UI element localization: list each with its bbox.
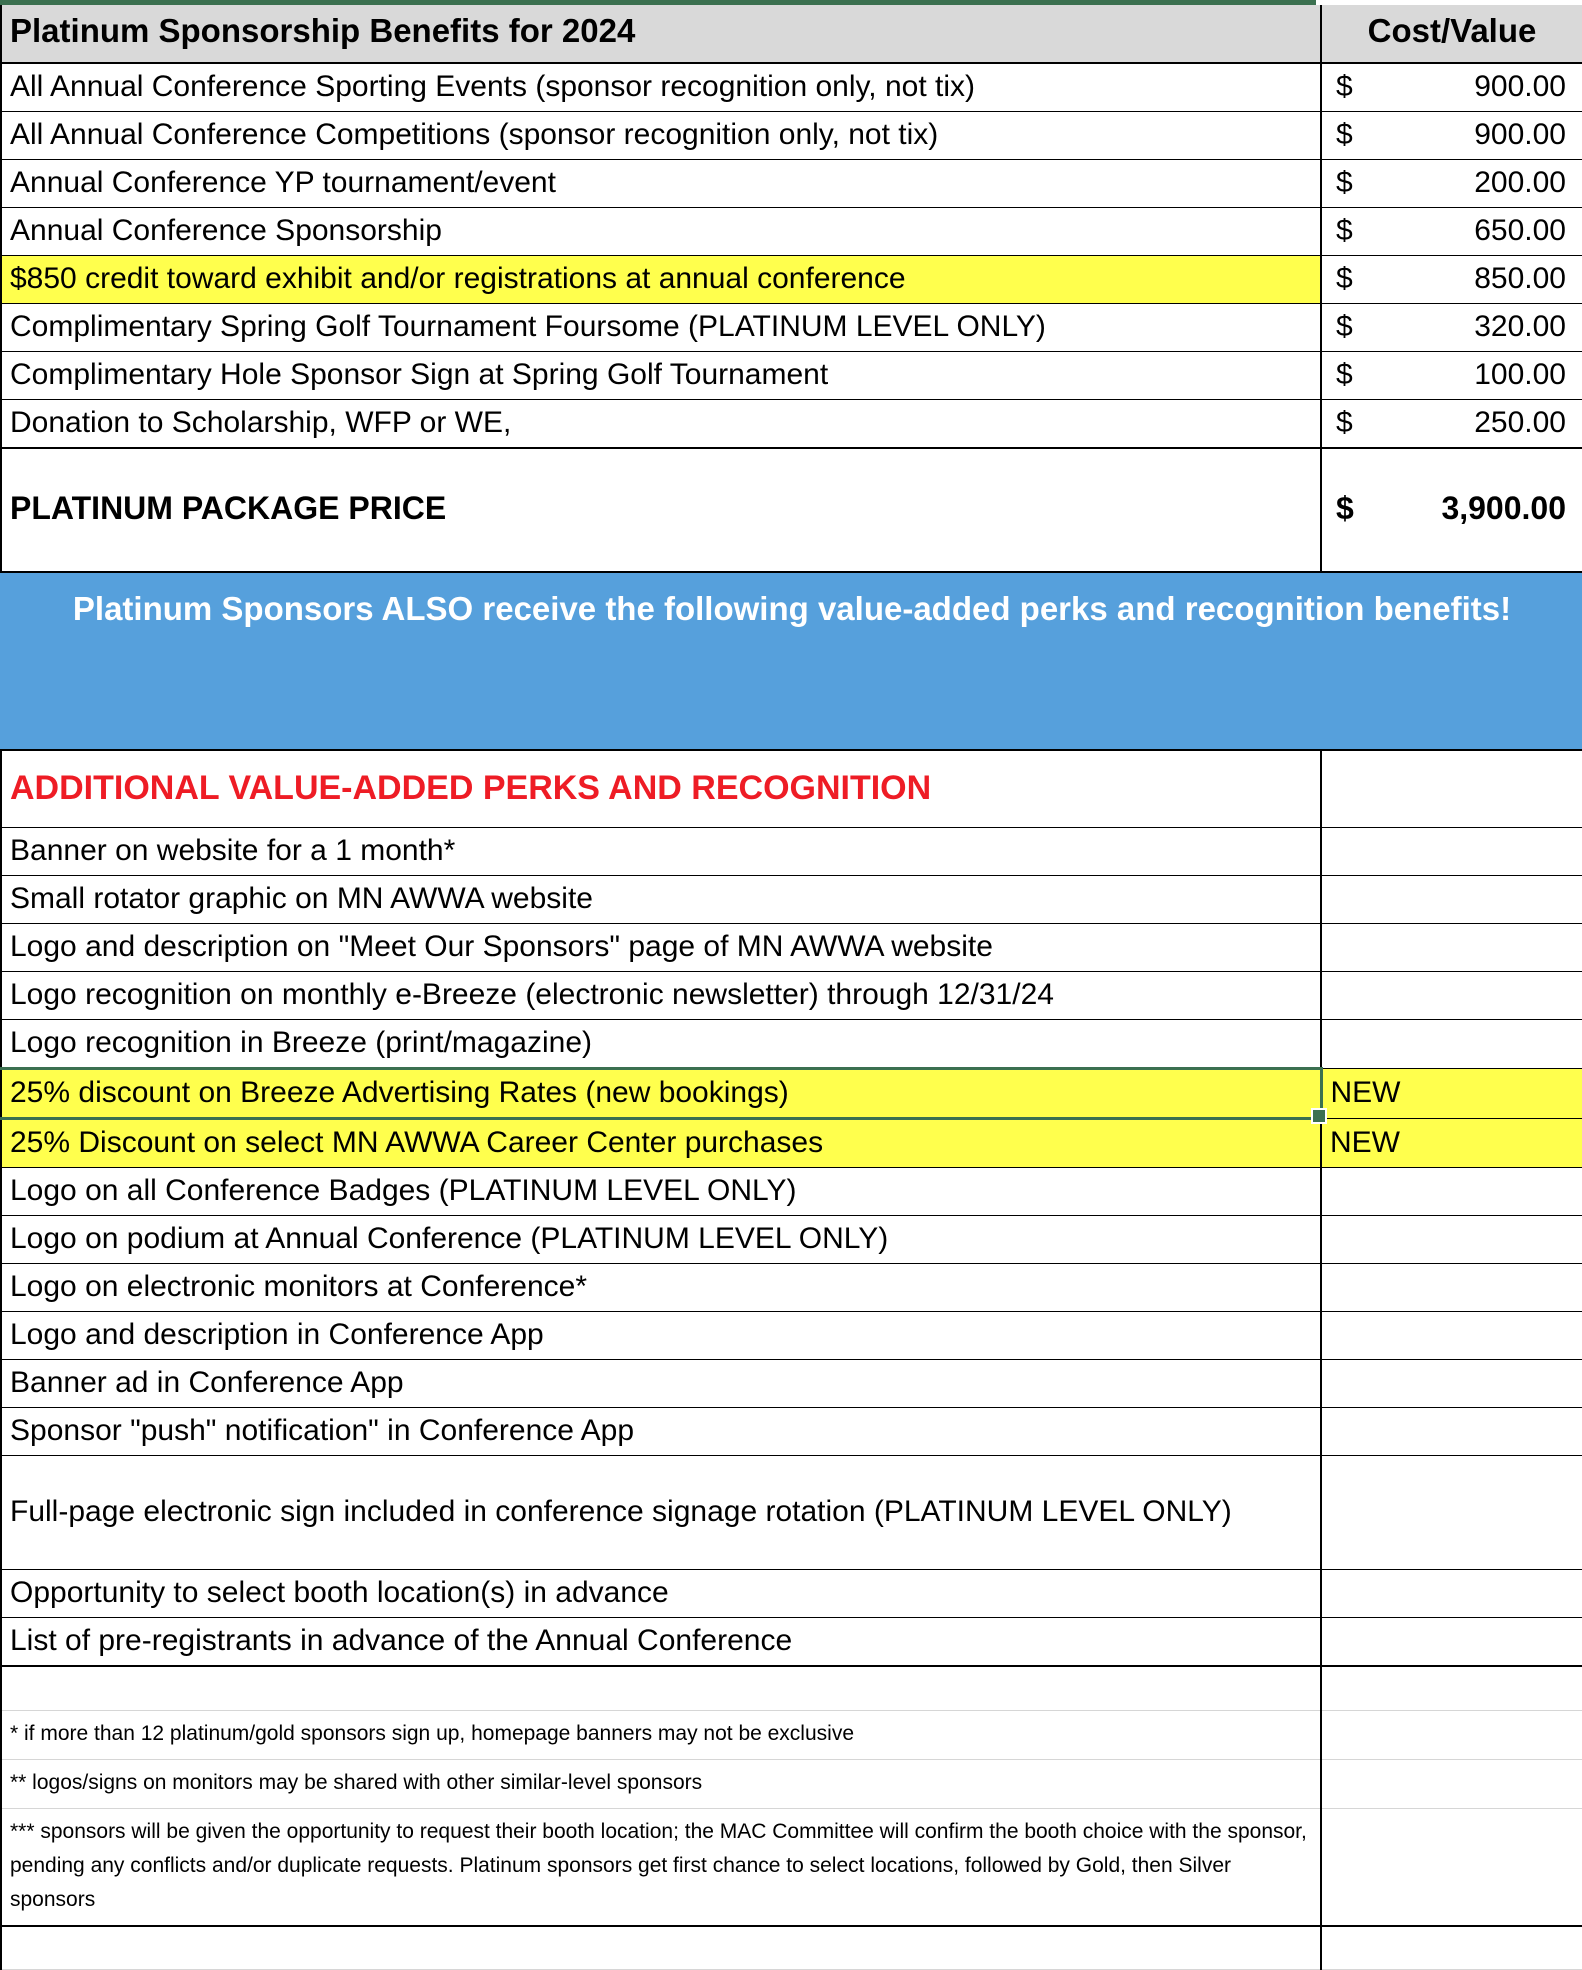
table-body bbox=[1, 5, 1582, 1970]
perk-label: Logo on all Conference Badges (PLATINUM LEVEL ONLY) bbox=[1, 1168, 1321, 1216]
table-row bbox=[1, 351, 1582, 399]
benefit-label: Donation to Scholarship, WFP or WE, bbox=[1, 399, 1321, 448]
benefit-cost bbox=[1321, 111, 1582, 159]
currency-symbol: $ bbox=[1336, 69, 1353, 103]
benefit-label: All Annual Conference Sporting Events (sponsor recognition only, not tix) bbox=[1, 63, 1321, 112]
perk-tag bbox=[1321, 1020, 1582, 1069]
table-row bbox=[1, 207, 1582, 255]
total-amount-value: 3,900.00 bbox=[1441, 490, 1566, 527]
table-row bbox=[1, 255, 1582, 303]
list-item bbox=[1, 1618, 1582, 1667]
list-item bbox=[1, 1069, 1582, 1119]
footnote-text: * if more than 12 platinum/gold sponsors sign up, homepage banners may not be exclusive bbox=[1, 1710, 1321, 1759]
perks-section-empty-cost bbox=[1321, 750, 1582, 828]
currency-symbol: $ bbox=[1336, 357, 1353, 391]
benefit-label: Complimentary Spring Golf Tournament Foursome (PLATINUM LEVEL ONLY) bbox=[1, 303, 1321, 351]
benefit-label-highlighted: $850 credit toward exhibit and/or registrations at annual conference bbox=[1, 255, 1321, 303]
perks-section-title: ADDITIONAL VALUE-ADDED PERKS AND RECOGNITION bbox=[1, 750, 1321, 828]
perk-label-highlighted: 25% Discount on select MN AWWA Career Center purchases bbox=[1, 1119, 1321, 1168]
spacer-cost-cell bbox=[1321, 1926, 1582, 1970]
perk-label: Banner on website for a 1 month* bbox=[1, 828, 1321, 876]
footnote-text: *** sponsors will be given the opportunity to request their booth location; the MAC Committee will confirm the booth choice with the sponsor, pending any conflicts and/or duplicate requests. Platinum sponsors get first chance to select locations, followed by Gold, then Silver sponsors bbox=[1, 1808, 1321, 1926]
perk-tag bbox=[1321, 1360, 1582, 1408]
perk-tag bbox=[1321, 1408, 1582, 1456]
spacer-cell bbox=[1, 1926, 1321, 1970]
amount-value: 320.00 bbox=[1474, 309, 1566, 343]
benefit-cost bbox=[1321, 303, 1582, 351]
list-item bbox=[1, 1264, 1582, 1312]
table-row bbox=[1, 159, 1582, 207]
perk-tag bbox=[1321, 1216, 1582, 1264]
perk-tag bbox=[1321, 876, 1582, 924]
table-header-row bbox=[1, 5, 1582, 63]
total-row bbox=[1, 448, 1582, 572]
spacer-row bbox=[1, 1926, 1582, 1970]
benefit-cost bbox=[1321, 255, 1582, 303]
footnote-row bbox=[1, 1710, 1582, 1759]
total-cost bbox=[1321, 448, 1582, 572]
list-item bbox=[1, 1570, 1582, 1618]
perk-tag bbox=[1321, 972, 1582, 1020]
benefit-cost bbox=[1321, 63, 1582, 112]
perk-label: Banner ad in Conference App bbox=[1, 1360, 1321, 1408]
perk-tag bbox=[1321, 924, 1582, 972]
value-added-banner-text: Platinum Sponsors ALSO receive the following value-added perks and recognition benefits! bbox=[1, 572, 1582, 750]
spacer-cell bbox=[1, 1666, 1321, 1710]
perk-tag bbox=[1321, 1456, 1582, 1570]
footnote-cost-cell bbox=[1321, 1808, 1582, 1926]
list-item bbox=[1, 828, 1582, 876]
spacer-row bbox=[1, 1666, 1582, 1710]
perk-tag bbox=[1321, 1264, 1582, 1312]
footnote-cost-cell bbox=[1321, 1710, 1582, 1759]
perk-label: Logo and description on "Meet Our Sponsors" page of MN AWWA website bbox=[1, 924, 1321, 972]
perk-tag bbox=[1321, 1570, 1582, 1618]
perk-tag bbox=[1321, 828, 1582, 876]
list-item bbox=[1, 972, 1582, 1020]
list-item bbox=[1, 1408, 1582, 1456]
list-item bbox=[1, 924, 1582, 972]
perk-tag-new: NEW bbox=[1321, 1119, 1582, 1168]
currency-symbol: $ bbox=[1336, 405, 1353, 439]
currency-symbol: $ bbox=[1336, 261, 1353, 295]
footnote-cost-cell bbox=[1321, 1759, 1582, 1808]
amount-value: 200.00 bbox=[1474, 165, 1566, 199]
perk-label-active-cell[interactable]: 25% discount on Breeze Advertising Rates (new bookings) bbox=[1, 1069, 1321, 1119]
currency-symbol: $ bbox=[1336, 117, 1353, 151]
currency-symbol: $ bbox=[1336, 213, 1353, 247]
amount-value: 650.00 bbox=[1474, 213, 1566, 247]
list-item bbox=[1, 1312, 1582, 1360]
benefits-table bbox=[0, 5, 1582, 1970]
perk-label: Logo recognition in Breeze (print/magazine) bbox=[1, 1020, 1321, 1069]
perk-label: Logo on electronic monitors at Conference* bbox=[1, 1264, 1321, 1312]
table-row bbox=[1, 399, 1582, 448]
list-item bbox=[1, 876, 1582, 924]
perk-tag bbox=[1321, 1618, 1582, 1667]
perk-label: List of pre-registrants in advance of the Annual Conference bbox=[1, 1618, 1321, 1667]
benefit-label: Annual Conference YP tournament/event bbox=[1, 159, 1321, 207]
benefit-label: Annual Conference Sponsorship bbox=[1, 207, 1321, 255]
benefit-cost bbox=[1321, 351, 1582, 399]
amount-value: 900.00 bbox=[1474, 117, 1566, 151]
perk-tag bbox=[1321, 1168, 1582, 1216]
benefit-cost bbox=[1321, 207, 1582, 255]
benefit-cost bbox=[1321, 399, 1582, 448]
perk-label: Small rotator graphic on MN AWWA website bbox=[1, 876, 1321, 924]
perks-section-header-row bbox=[1, 750, 1582, 828]
perk-label: Logo recognition on monthly e-Breeze (electronic newsletter) through 12/31/24 bbox=[1, 972, 1321, 1020]
list-item bbox=[1, 1456, 1582, 1570]
currency-symbol: $ bbox=[1336, 165, 1353, 199]
list-item bbox=[1, 1168, 1582, 1216]
table-row bbox=[1, 303, 1582, 351]
cost-value-column-header: Cost/Value bbox=[1321, 5, 1582, 63]
perk-label: Sponsor "push" notification" in Conference App bbox=[1, 1408, 1321, 1456]
total-label: PLATINUM PACKAGE PRICE bbox=[1, 448, 1321, 572]
amount-value: 850.00 bbox=[1474, 261, 1566, 295]
table-row bbox=[1, 111, 1582, 159]
perk-tag-new: NEW bbox=[1321, 1069, 1582, 1119]
list-item bbox=[1, 1119, 1582, 1168]
value-added-banner-row bbox=[1, 572, 1582, 750]
amount-value: 900.00 bbox=[1474, 69, 1566, 103]
currency-symbol: $ bbox=[1336, 309, 1353, 343]
page-title: Platinum Sponsorship Benefits for 2024 bbox=[1, 5, 1321, 63]
amount-value: 100.00 bbox=[1474, 357, 1566, 391]
list-item bbox=[1, 1216, 1582, 1264]
footnote-row bbox=[1, 1759, 1582, 1808]
benefit-label: All Annual Conference Competitions (sponsor recognition only, not tix) bbox=[1, 111, 1321, 159]
table-row bbox=[1, 63, 1582, 112]
amount-value: 250.00 bbox=[1474, 405, 1566, 439]
spacer-cost-cell bbox=[1321, 1666, 1582, 1710]
benefit-cost bbox=[1321, 159, 1582, 207]
currency-symbol: $ bbox=[1336, 490, 1354, 527]
perk-label: Full-page electronic sign included in conference signage rotation (PLATINUM LEVEL ONLY) bbox=[1, 1456, 1321, 1570]
perk-tag bbox=[1321, 1312, 1582, 1360]
perk-label: Logo on podium at Annual Conference (PLATINUM LEVEL ONLY) bbox=[1, 1216, 1321, 1264]
list-item bbox=[1, 1020, 1582, 1069]
perk-label: Logo and description in Conference App bbox=[1, 1312, 1321, 1360]
benefit-label: Complimentary Hole Sponsor Sign at Spring Golf Tournament bbox=[1, 351, 1321, 399]
perk-label: Opportunity to select booth location(s) in advance bbox=[1, 1570, 1321, 1618]
footnote-text: ** logos/signs on monitors may be shared with other similar-level sponsors bbox=[1, 1759, 1321, 1808]
footnote-row bbox=[1, 1808, 1582, 1926]
list-item bbox=[1, 1360, 1582, 1408]
